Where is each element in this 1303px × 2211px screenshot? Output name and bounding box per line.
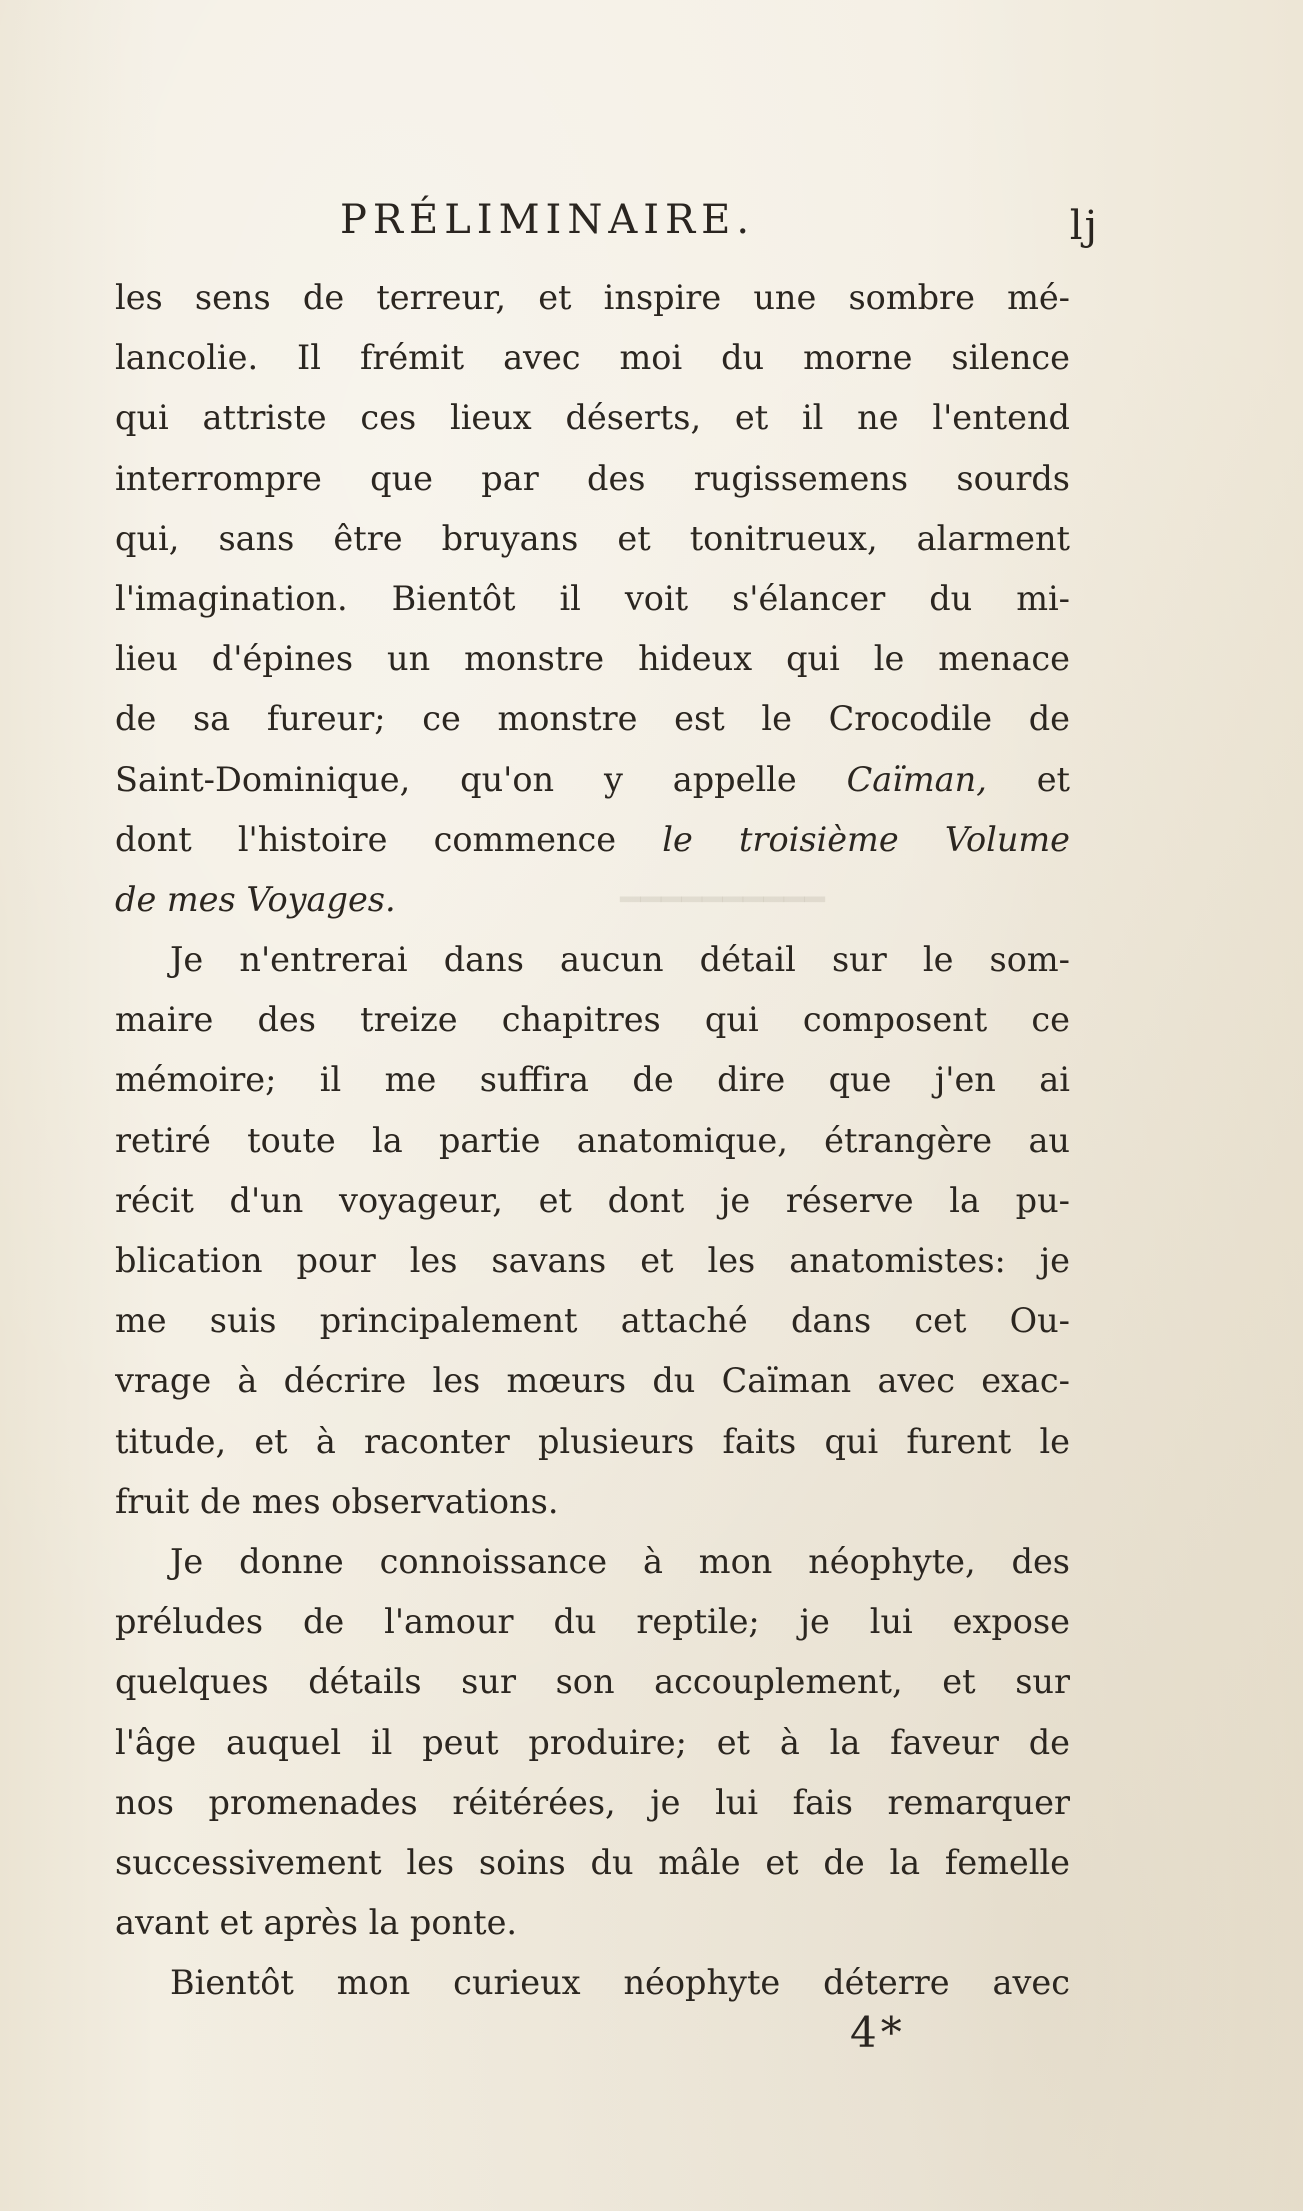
show-through-decoration: ━━━━━━━━━━ xyxy=(620,880,825,920)
text-line: vrage à décrire les mœurs du Caïman avec exac- xyxy=(115,1361,1070,1401)
italic-voyages: de mes Voyages. xyxy=(115,879,396,919)
text-line: me suis principalement attaché dans cet Ou- xyxy=(115,1301,1070,1341)
text-line: préludes de l'amour du reptile; je lui expose xyxy=(115,1602,1070,1642)
text-line: quelques détails sur son accouplement, et sur xyxy=(115,1662,1070,1702)
text-line: maire des treize chapitres qui composent ce xyxy=(115,1000,1070,1040)
text-line: interrompre que par des rugissemens sourds xyxy=(115,458,1070,498)
text-line: mémoire; il me suffira de dire que j'en ai xyxy=(115,1060,1070,1100)
text-line: qui, sans être bruyans et tonitrueux, alarment xyxy=(115,518,1070,558)
paragraph-4 xyxy=(115,1953,1070,2013)
paragraph-3 xyxy=(115,1532,1070,1953)
text-line: successivement les soins du mâle et de la femelle xyxy=(115,1842,1070,1882)
italic-volume: le troisième Volume xyxy=(662,819,1070,859)
text-segment: dont l'histoire commence xyxy=(115,819,663,859)
text-line: blication pour les savans et les anatomistes: je xyxy=(115,1241,1070,1280)
text-line xyxy=(115,870,1070,930)
page-number: lj xyxy=(1069,203,1099,249)
running-title: PRÉLIMINAIRE. xyxy=(340,197,756,243)
text-segment: et xyxy=(986,759,1070,799)
text-line: récit d'un voyageur, et dont je réserve la pu- xyxy=(115,1180,1070,1220)
page-header xyxy=(115,190,1099,250)
text-line: qui attriste ces lieux déserts, et il ne l'entend xyxy=(115,398,1070,438)
text-line: lancolie. Il frémit avec moi du morne silence xyxy=(115,338,1070,378)
text-line: l'âge auquel il peut produire; et à la faveur de xyxy=(115,1722,1070,1762)
text-line: de sa fureur; ce monstre est le Crocodile de xyxy=(115,699,1070,739)
text-line: Je donne connoissance à mon néophyte, des xyxy=(170,1541,1070,1581)
text-line: les sens de terreur, et inspire une sombre mé- xyxy=(115,278,1070,317)
text-line: Je n'entrerai dans aucun détail sur le som- xyxy=(170,940,1070,980)
body-text xyxy=(115,268,1070,2013)
text-line: avant et après la ponte. xyxy=(115,1903,518,1943)
text-line: l'imagination. Bientôt il voit s'élancer du mi- xyxy=(115,578,1070,618)
text-line: nos promenades réitérées, je lui fais remarquer xyxy=(115,1782,1070,1822)
paragraph-1 xyxy=(115,268,1070,930)
text-line: Bientôt mon curieux néophyte déterre avec xyxy=(170,1963,1070,2003)
italic-caiman: Caïman, xyxy=(846,759,987,799)
text-line xyxy=(115,810,1070,870)
text-line: fruit de mes observations. xyxy=(115,1481,559,1521)
paragraph-2 xyxy=(115,930,1070,1532)
signature-mark: 4* xyxy=(850,2008,906,2057)
text-line: titude, et à raconter plusieurs faits qui furent le xyxy=(115,1421,1070,1461)
text-segment: Saint-Dominique, qu'on y appelle xyxy=(115,759,847,799)
text-line xyxy=(115,750,1070,810)
text-line: retiré toute la partie anatomique, étrangère au xyxy=(115,1120,1070,1160)
text-line: lieu d'épines un monstre hideux qui le menace xyxy=(115,639,1070,679)
